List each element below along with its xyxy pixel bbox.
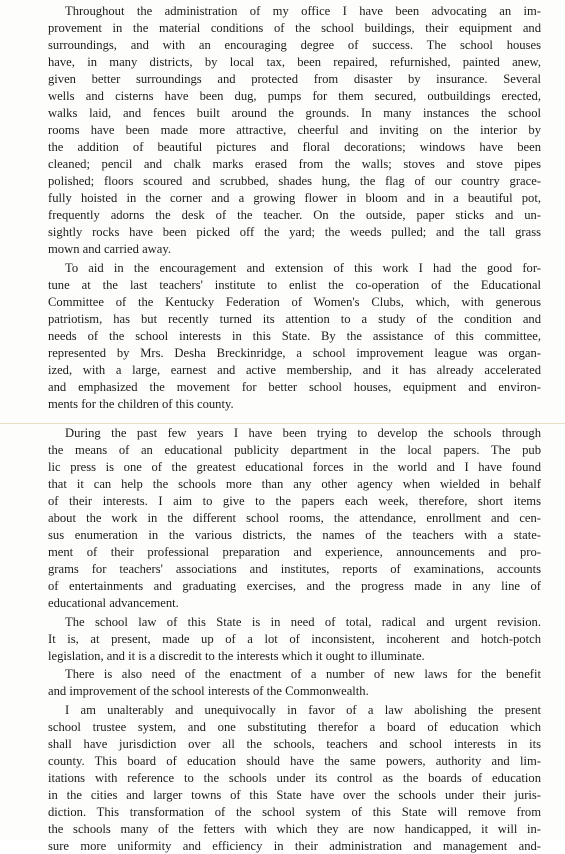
text-line: represented by Mrs. Desha Breckinridge, a school improvement league was organ- [48, 346, 541, 360]
text-line: During the past few years I have been trying to develop the schools through [65, 426, 541, 440]
text-line: mown and carried away. [48, 242, 171, 256]
text-line: legislation, and it is a discredit to the interests which it ought to illuminate. [48, 649, 425, 663]
text-line: of their interests. I aim to give to the papers each week, therefore, short items [48, 494, 541, 508]
text-line: sightly rocks have been picked off the yard; the weeds pulled; and the tall grass [48, 225, 541, 239]
text-line: diction. This transformation of the school system of this State will remove from [48, 805, 541, 819]
text-line: fully hoisted in the corner and a growing flower in bloom and in a beautiful pot, [48, 191, 541, 205]
page-scan-seam [0, 423, 565, 424]
text-line: and improvement of the school interests of the Commonwealth. [48, 684, 369, 698]
text-line: rooms have been made more attractive, cheerful and inviting on the interior by [48, 123, 541, 137]
text-line: polished; floors scoured and scrubbed, shades hung, the flag of our country grace- [48, 174, 541, 188]
text-line: educational advancement. [48, 596, 179, 610]
text-line: frequently adorns the desk of the teacher. On the outside, paper sticks and un- [48, 208, 541, 222]
text-line: walks laid, and fences built around the grounds. In many instances the school [48, 106, 541, 120]
text-line: have, in many districts, by local tax, been repaired, refurnished, painted anew, [48, 55, 541, 69]
text-line: sus enumeration in the various districts, the names of the teachers with a state- [48, 528, 541, 542]
text-line: surroundings, and with an encouraging degree of success. The school houses [48, 38, 541, 52]
text-line: the means of an educational publicity department in the local papers. The pub [48, 443, 541, 457]
text-line: needs of the school interests in this State. By the assistance of this committee, [48, 329, 541, 343]
text-line: of entertainments and graduating exercises, and the progress made in any line of [48, 579, 541, 593]
text-line: The school law of this State is in need of total, radical and urgent revision. [65, 615, 541, 629]
text-line: ment of their professional preparation and experience, announcements and pro- [48, 545, 541, 559]
text-line: wells and cisterns have been dug, pumps for them secured, outbuildings erected, [48, 89, 541, 103]
text-line: the addition of beautiful pictures and floral decorations; windows have been [48, 140, 541, 154]
text-line: grams for teachers' associations and institutes, reports of examinations, accounts [48, 562, 541, 576]
text-line: the schools many of the fetters with which they are now handicapped, it will in- [48, 822, 541, 836]
text-line: school trustee system, and one substituting therefor a board of education which [48, 720, 541, 734]
text-line: shall have jurisdiction over all the schools, teachers and school interests in its [48, 737, 541, 751]
text-line: There is also need of the enactment of a number of new laws for the benefit [65, 667, 541, 681]
text-line: ized, with a large, earnest and active membership, and it has already accelerated [48, 363, 541, 377]
text-line: that it can help the schools more than any other agency when wielded in behalf [48, 477, 541, 491]
text-line: tune at the last teachers' institute to enlist the co-operation of the Educational [48, 278, 541, 292]
text-line: cleaned; pencil and chalk marks erased from the walls; stoves and stove pipes [48, 157, 541, 171]
text-line: Committee of the Kentucky Federation of Women's Clubs, which, with generous [48, 295, 541, 309]
text-line: patriotism, has but recently turned its attention to a study of the condition and [48, 312, 541, 326]
text-line: and emphasized the movement for better school houses, equipment and environ- [48, 380, 541, 394]
text-line: ments for the children of this county. [48, 397, 234, 411]
text-line: I am unalterably and unequivocally in favor of a law abolishing the present [65, 703, 541, 717]
text-line: about the work in the different school rooms, the attendance, enrollment and cen- [48, 511, 541, 525]
text-line: provement in the material conditions of the school buildings, their equipment and [48, 21, 541, 35]
text-line: given better surroundings and protected from disaster by insurance. Several [48, 72, 541, 86]
text-line: To aid in the encouragement and extension of this work I had the good for- [65, 261, 541, 275]
text-line: lic press is one of the greatest educational forces in the world and I have found [48, 460, 541, 474]
text-line: county. This board of education should have the same powers, authority and lim- [48, 754, 541, 768]
text-line: Throughout the administration of my office I have been advocating an im- [65, 4, 541, 18]
text-line: It is, at present, made up of a lot of inconsistent, incoherent and hotch-potch [48, 632, 541, 646]
text-line: in the cities and larger towns of this State have over the schools under their juris- [48, 788, 541, 802]
text-line: sure more uniformity and efficiency in their administration and management and- [48, 839, 541, 853]
text-line: itations with reference to the schools under its control as the boards of education [48, 771, 541, 785]
